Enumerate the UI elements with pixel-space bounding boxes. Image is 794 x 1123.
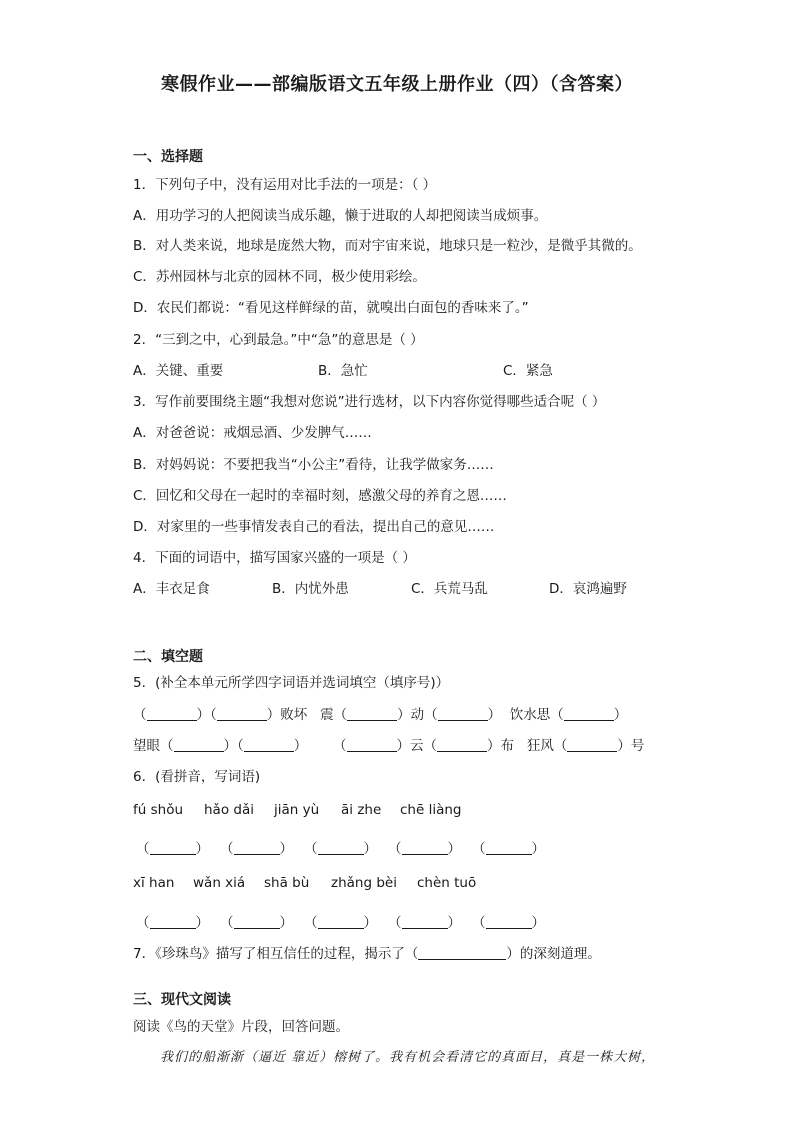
q5-blank-6[interactable] [174,737,224,752]
q5-blank-9[interactable] [437,737,487,752]
q5-word-6b: ）号 [617,738,645,754]
q6-blank-3[interactable]: （ ） [304,841,377,857]
q2-stem: 2．“三到之中，心到最急。”中“急”的意思是（ ） [133,332,424,348]
page-title: 寒假作业——部编版语文五年级上册作业（四）（含答案） [161,74,633,95]
q6-pinyin-3: jiān yù [274,802,320,818]
section-heading-choice: 一、选择题 [133,149,203,165]
q5-row-1: （ ）（ ）败坏 震（ ）动（ ） 饮水思（ ） [133,707,628,723]
q6-blank-1[interactable]: （ ） [136,841,209,857]
q5-word-4: 望眼（ [133,738,174,754]
q6-pinyin-6: xī han [133,875,175,891]
section-heading-fill: 二、填空题 [133,649,203,665]
q7-line [133,942,601,962]
q5-word-2b: ）动（ [397,707,438,723]
q3-option-b: B．对妈妈说：不要把我当“小公主”看待，让我学做家务…… [133,457,494,473]
q5-word-3: 饮水思（ [509,707,564,723]
q1-stem: 1．下列句子中，没有运用对比手法的一项是：（ ） [133,177,437,193]
q5-blank-7[interactable] [244,737,294,752]
q3-option-c: C．回忆和父母在一起时的幸福时刻，感激父母的养育之恩…… [133,488,507,504]
q6-blank-4[interactable]: （ ） [388,841,461,857]
q6-pinyin-10: chèn tuō [417,875,477,891]
q6-blank-8[interactable]: （ ） [304,915,377,931]
q5-blank-5[interactable] [564,706,614,721]
q6-blank-10[interactable]: （ ） [472,915,545,931]
q5-word-6: 狂风（ [526,738,568,754]
q2-option-a: A．关键、重要 [133,363,224,379]
q5-word-1: 败坏 [280,707,308,723]
q5-blank-1[interactable] [147,706,197,721]
q5-word-2a: 震（ [320,707,348,723]
q1-option-b: B．对人类来说，地球是庞然大物，而对宇宙来说，地球只是一粒沙，是微乎其微的。 [133,238,642,254]
q1-option-c: C．苏州园林与北京的园林不同，极少使用彩绘。 [133,269,426,285]
q6-blank-7[interactable]: （ ） [220,915,293,931]
q6-pinyin-4: āi zhe [341,802,382,818]
q6-pinyin-5: chē liàng [400,802,462,818]
q4-stem: 4．下面的词语中，描写国家兴盛的一项是（ ） [133,550,416,566]
q5-blank-10[interactable] [567,737,617,752]
q5-blank-3[interactable] [347,706,397,721]
q6-pinyin-8: shā bù [264,875,310,891]
reading-passage: 我们的船渐渐（逼近 靠近）榕树了。我有机会看清它的真面目，真是一株大树， [160,1050,656,1065]
q6-blank-2[interactable]: （ ） [220,841,293,857]
q6-blank-9[interactable]: （ ） [388,915,461,931]
q7-text-after: ）的深刻道理。 [506,946,601,962]
q5-blank-2[interactable] [217,706,267,721]
q1-option-a: A．用功学习的人把阅读当成乐趣，懒于进取的人却把阅读当成烦事。 [133,208,548,224]
q6-blank-6[interactable]: （ ） [136,915,209,931]
reading-instruction: 阅读《鸟的天堂》片段，回答问题。 [133,1019,349,1035]
q5-word-5b: ）云（ [396,738,437,754]
q5-row-2: 望眼（ ）（ ） （ ）云（ ）布 狂风（ ）号 [133,738,645,754]
q6-pinyin-1: fú shǒu [133,802,184,818]
q4-option-b: B．内忧外患 [272,581,349,597]
q2-option-b: B．急忙 [318,363,368,379]
q6-stem: 6．(看拼音，写词语) [133,769,261,785]
q1-option-d: D．农民们都说：“看见这样鲜绿的苗，就嗅出白面包的香味来了。” [133,300,529,316]
q4-option-a: A．丰衣足食 [133,581,210,597]
q4-option-c: C．兵荒马乱 [411,581,488,597]
q5-blank-4[interactable] [438,706,488,721]
q5-word-5c: ）布 [487,738,514,754]
q3-option-d: D．对家里的一些事情发表自己的看法，提出自己的意见…… [133,519,495,535]
q3-stem: 3．写作前要围绕主题“我想对您说”进行选材，以下内容你觉得哪些适合呢（ ） [133,394,606,410]
q6-pinyin-7: wǎn xiá [193,875,246,891]
q7-text-before: 7．《珍珠鸟》描写了相互信任的过程，揭示了（ [133,946,419,962]
q3-option-a: A．对爸爸说：戒烟忌酒、少发脾气…… [133,425,372,441]
q6-pinyin-2: hǎo dǎi [204,802,254,818]
q6-blank-5[interactable]: （ ） [472,841,545,857]
q5-blank-8[interactable] [347,737,397,752]
section-heading-reading: 三、现代文阅读 [133,992,231,1008]
q5-stem: 5．(补全本单元所学四字词语并选词填空（填序号)） [133,675,450,691]
q2-option-c: C．紧急 [503,363,553,379]
q6-pinyin-9: zhǎng bèi [331,875,397,891]
q7-blank[interactable] [418,945,506,960]
q4-option-d: D．哀鸿遍野 [549,581,627,597]
